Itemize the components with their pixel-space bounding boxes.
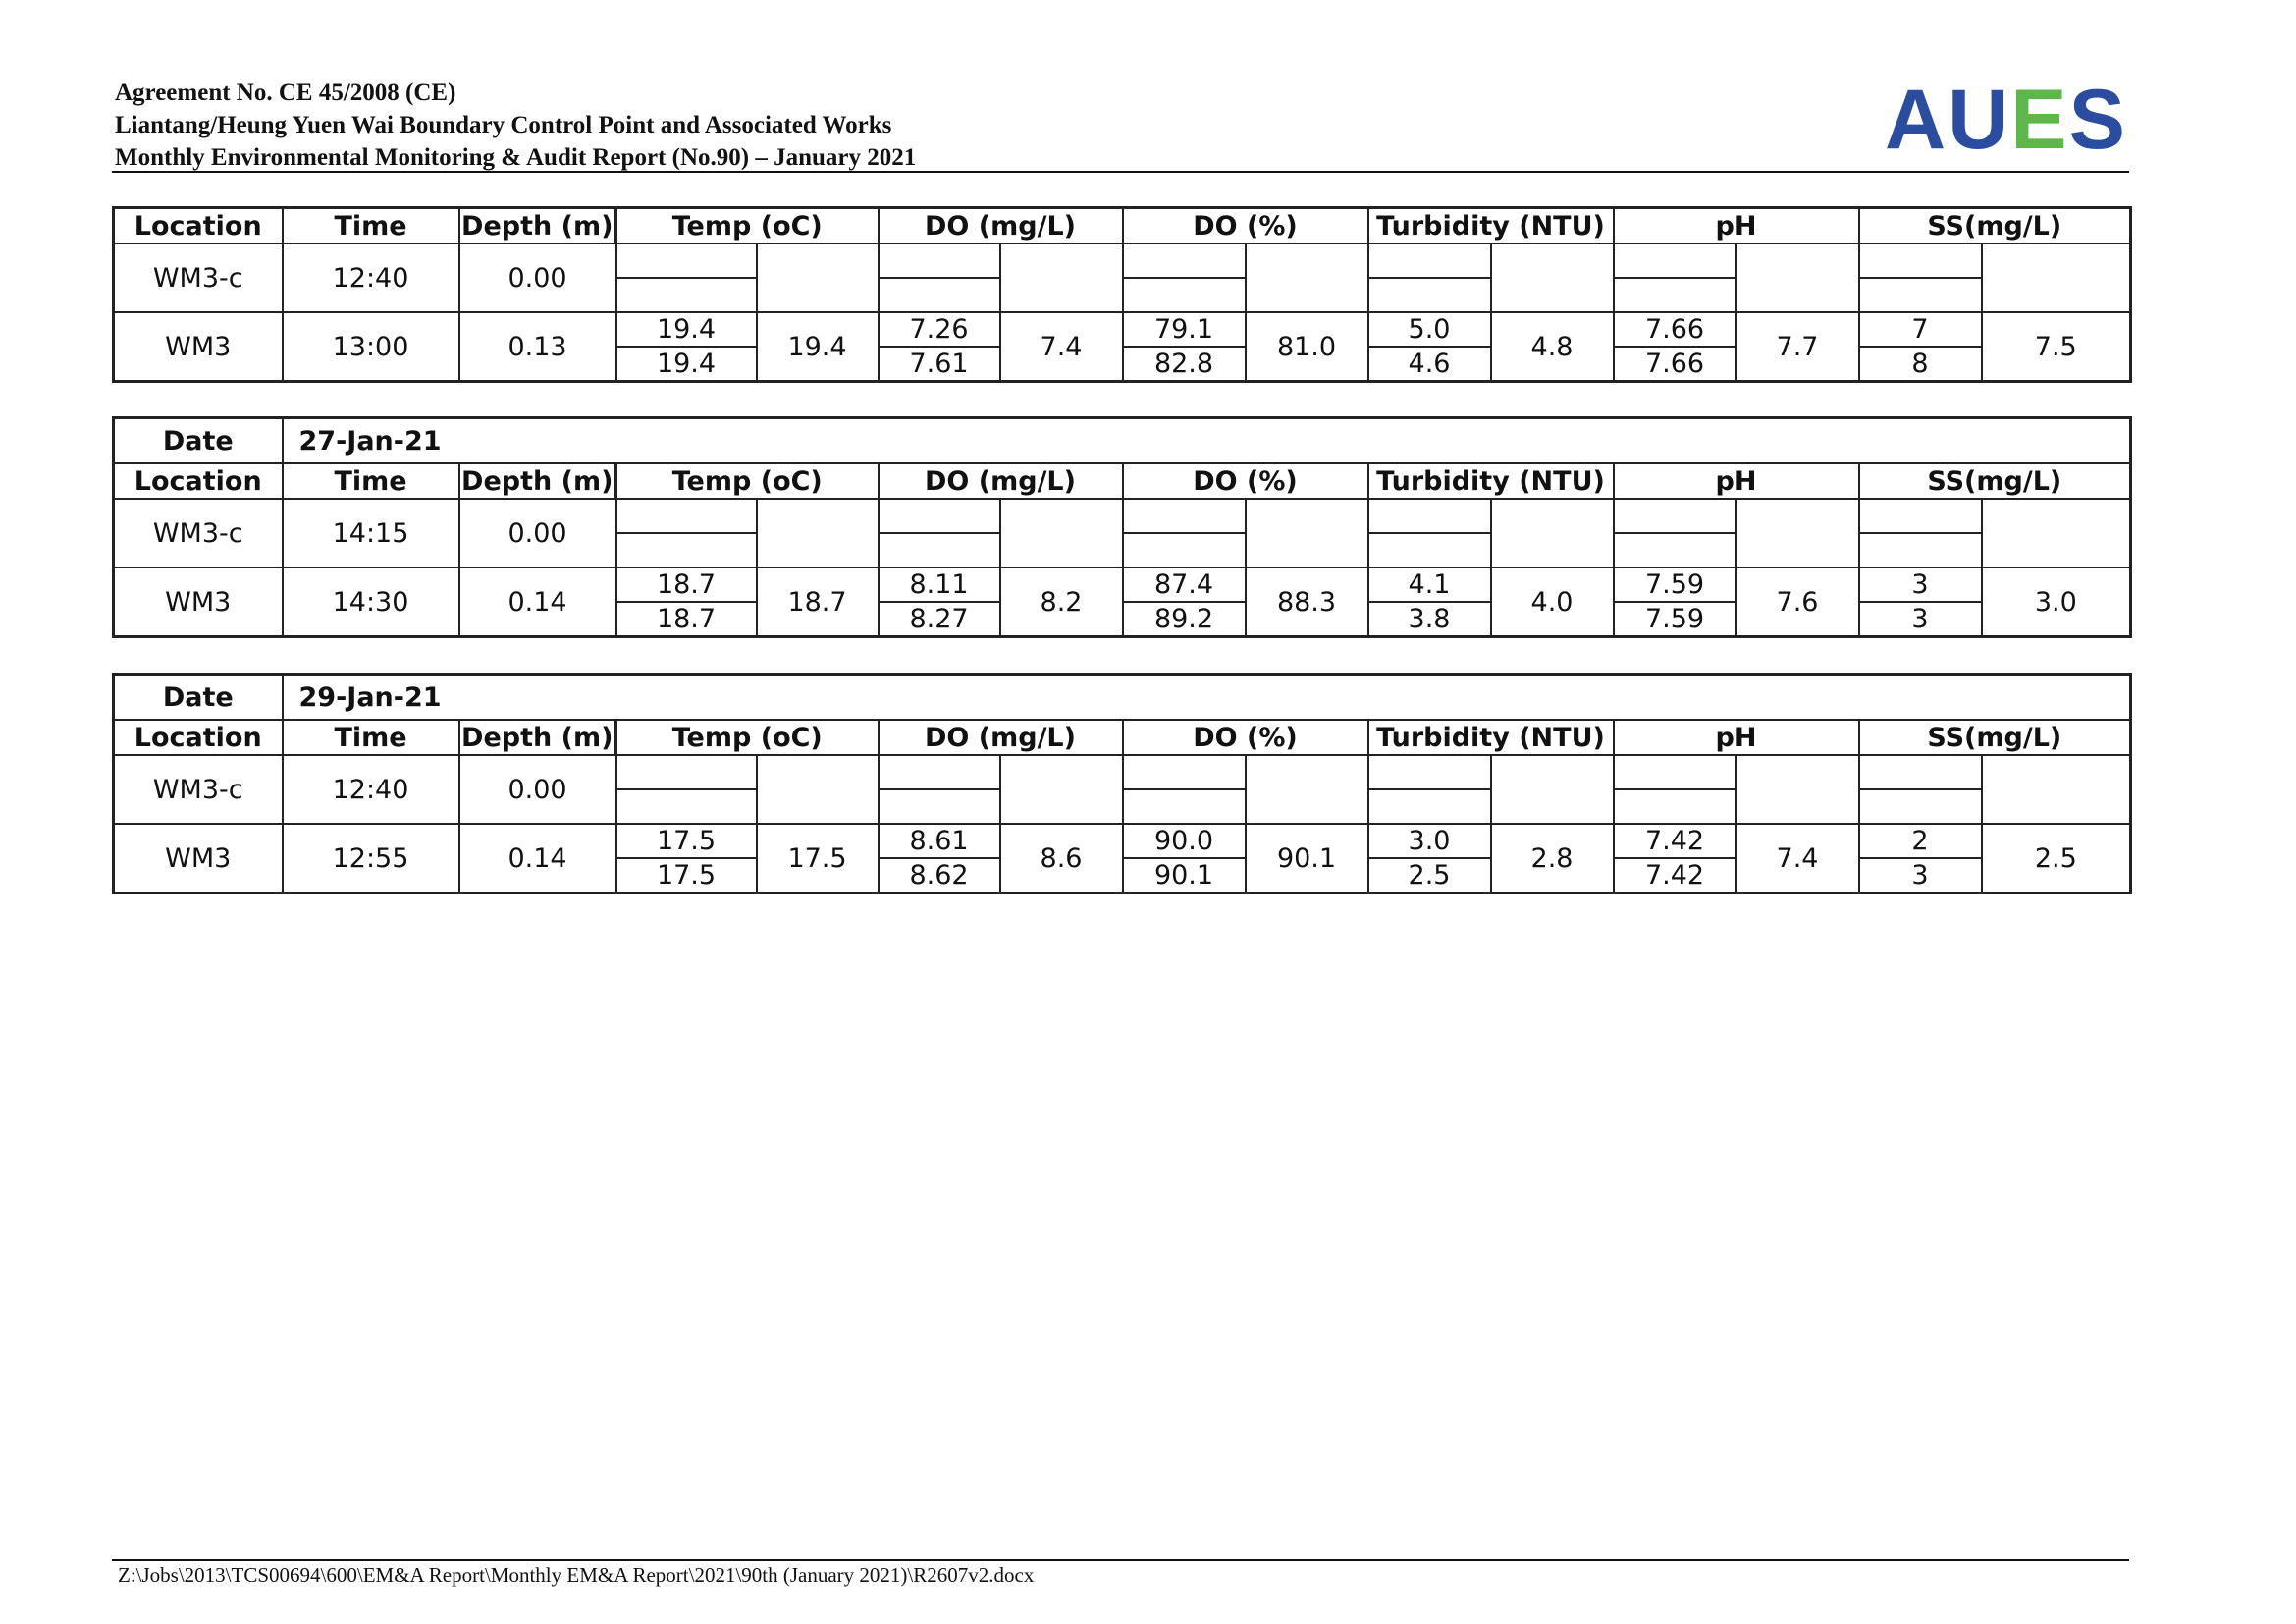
ss-average <box>1982 499 2131 568</box>
monitoring-table-block-3 <box>112 673 2129 894</box>
control-station-row <box>114 499 2131 533</box>
ph-reading-1: 7.42 <box>1614 824 1736 858</box>
turbidity-reading-2: 3.8 <box>1368 602 1491 637</box>
do-pct-reading-2 <box>1123 278 1246 312</box>
impact-station-row <box>114 824 2131 858</box>
do-pct-reading-2: 89.2 <box>1123 602 1246 637</box>
do-mgl-reading-1: 7.26 <box>879 312 1000 347</box>
do-pct-reading-2: 90.1 <box>1123 858 1246 893</box>
date-row <box>114 675 2131 721</box>
header-temp: Temp (oC) <box>616 463 879 499</box>
header-divider <box>112 171 2129 173</box>
header-location: Location <box>114 463 283 499</box>
water-quality-table <box>112 673 2132 894</box>
monitoring-table-block-1 <box>112 206 2129 383</box>
turbidity-reading-1 <box>1368 244 1491 278</box>
turbidity-reading-1 <box>1368 499 1491 533</box>
header-ss: SS(mg/L) <box>1859 720 2131 755</box>
do-pct-average: 90.1 <box>1246 824 1368 893</box>
do-pct-average: 81.0 <box>1246 312 1368 382</box>
ss-average: 2.5 <box>1982 824 2131 893</box>
ss-reading-2 <box>1859 278 1982 312</box>
ss-average: 7.5 <box>1982 312 2131 382</box>
depth-cell: 0.14 <box>459 824 616 893</box>
ph-average <box>1736 755 1859 824</box>
turbidity-reading-2 <box>1368 789 1491 824</box>
do-pct-reading-2 <box>1123 533 1246 568</box>
ph-reading-2: 7.66 <box>1614 347 1736 382</box>
ss-average: 3.0 <box>1982 568 2131 637</box>
file-path-footer: Z:\Jobs\2013\TCS00694\600\EM&A Report\Monthly EM&A Report\2021\90th (January 2021)\R2607v2.docx <box>118 1563 1035 1587</box>
temp-reading-1: 19.4 <box>616 312 757 347</box>
date-value: 29-Jan-21 <box>283 675 2131 721</box>
ph-reading-2: 7.59 <box>1614 602 1736 637</box>
do-mgl-reading-2: 8.62 <box>879 858 1000 893</box>
depth-cell: 0.00 <box>459 244 616 312</box>
turbidity-reading-2 <box>1368 533 1491 568</box>
turbidity-reading-2: 4.6 <box>1368 347 1491 382</box>
temp-reading-2: 18.7 <box>616 602 757 637</box>
control-station-row <box>114 244 2131 278</box>
ph-reading-1 <box>1614 499 1736 533</box>
ph-reading-1 <box>1614 755 1736 789</box>
header-ph: pH <box>1614 208 1859 244</box>
do-pct-reading-2 <box>1123 789 1246 824</box>
ss-reading-1 <box>1859 499 1982 533</box>
do-pct-average <box>1246 499 1368 568</box>
date-value: 27-Jan-21 <box>283 418 2131 464</box>
turbidity-reading-2: 2.5 <box>1368 858 1491 893</box>
ph-reading-2: 7.42 <box>1614 858 1736 893</box>
do-mgl-reading-1 <box>879 755 1000 789</box>
ss-reading-1: 2 <box>1859 824 1982 858</box>
do-mgl-reading-2: 7.61 <box>879 347 1000 382</box>
footer-divider <box>112 1559 2129 1561</box>
header-depth: Depth (m) <box>459 463 616 499</box>
do-mgl-average: 7.4 <box>1000 312 1123 382</box>
depth-cell: 0.14 <box>459 568 616 637</box>
temp-reading-1 <box>616 244 757 278</box>
do-pct-reading-1 <box>1123 244 1246 278</box>
control-station-row <box>114 755 2131 789</box>
header-time: Time <box>283 208 459 244</box>
temp-reading-2 <box>616 533 757 568</box>
temp-reading-2: 19.4 <box>616 347 757 382</box>
ss-average <box>1982 244 2131 312</box>
ph-reading-1: 7.59 <box>1614 568 1736 602</box>
do-mgl-reading-1 <box>879 244 1000 278</box>
depth-cell: 0.00 <box>459 755 616 824</box>
do-pct-reading-2: 82.8 <box>1123 347 1246 382</box>
time-cell: 12:55 <box>283 824 459 893</box>
do-pct-reading-1 <box>1123 499 1246 533</box>
do-pct-reading-1: 87.4 <box>1123 568 1246 602</box>
header-do-pct: DO (%) <box>1123 463 1368 499</box>
do-mgl-average <box>1000 499 1123 568</box>
location-cell: WM3-c <box>114 244 283 312</box>
ss-reading-2: 3 <box>1859 858 1982 893</box>
ss-reading-2: 8 <box>1859 347 1982 382</box>
header-location: Location <box>114 720 283 755</box>
report-title-line: Monthly Environmental Monitoring & Audit Report (No.90) – January 2021 <box>115 144 917 171</box>
turbidity-average: 2.8 <box>1491 824 1614 893</box>
do-mgl-reading-2 <box>879 789 1000 824</box>
ph-average: 7.6 <box>1736 568 1859 637</box>
time-cell: 12:40 <box>283 244 459 312</box>
location-cell: WM3 <box>114 312 283 382</box>
time-cell: 13:00 <box>283 312 459 382</box>
ph-reading-2 <box>1614 789 1736 824</box>
time-cell: 14:15 <box>283 499 459 568</box>
ph-average: 7.4 <box>1736 824 1859 893</box>
header-do-pct: DO (%) <box>1123 208 1368 244</box>
ph-reading-2 <box>1614 533 1736 568</box>
header-ph: pH <box>1614 720 1859 755</box>
header-ss: SS(mg/L) <box>1859 208 2131 244</box>
do-pct-reading-1: 90.0 <box>1123 824 1246 858</box>
ss-reading-2 <box>1859 789 1982 824</box>
temp-reading-2 <box>616 278 757 312</box>
header-time: Time <box>283 463 459 499</box>
ss-reading-2 <box>1859 533 1982 568</box>
temp-average: 18.7 <box>757 568 879 637</box>
column-header-row <box>114 463 2131 499</box>
header-ss: SS(mg/L) <box>1859 463 2131 499</box>
temp-reading-2 <box>616 789 757 824</box>
header-turbidity: Turbidity (NTU) <box>1368 208 1614 244</box>
ph-reading-1: 7.66 <box>1614 312 1736 347</box>
turbidity-average <box>1491 499 1614 568</box>
do-pct-average <box>1246 244 1368 312</box>
temp-average <box>757 755 879 824</box>
ph-reading-1 <box>1614 244 1736 278</box>
do-mgl-reading-2 <box>879 278 1000 312</box>
date-label: Date <box>114 675 283 721</box>
time-cell: 12:40 <box>283 755 459 824</box>
impact-station-row <box>114 312 2131 347</box>
temp-reading-1: 17.5 <box>616 824 757 858</box>
do-pct-average: 88.3 <box>1246 568 1368 637</box>
date-label: Date <box>114 418 283 464</box>
header-do-mgl: DO (mg/L) <box>879 720 1123 755</box>
monitoring-table-block-2 <box>112 416 2129 638</box>
turbidity-reading-1: 3.0 <box>1368 824 1491 858</box>
do-mgl-reading-2: 8.27 <box>879 602 1000 637</box>
ph-reading-2 <box>1614 278 1736 312</box>
header-turbidity: Turbidity (NTU) <box>1368 463 1614 499</box>
turbidity-average <box>1491 244 1614 312</box>
temp-reading-1 <box>616 755 757 789</box>
header-ph: pH <box>1614 463 1859 499</box>
header-turbidity: Turbidity (NTU) <box>1368 720 1614 755</box>
aues-logo: AUES <box>1885 73 2127 167</box>
agreement-line: Agreement No. CE 45/2008 (CE) <box>115 80 456 106</box>
ph-average: 7.7 <box>1736 312 1859 382</box>
turbidity-average: 4.8 <box>1491 312 1614 382</box>
ss-reading-1: 7 <box>1859 312 1982 347</box>
time-cell: 14:30 <box>283 568 459 637</box>
header-depth: Depth (m) <box>459 208 616 244</box>
water-quality-table <box>112 416 2132 638</box>
temp-average: 19.4 <box>757 312 879 382</box>
temp-reading-2: 17.5 <box>616 858 757 893</box>
location-cell: WM3 <box>114 568 283 637</box>
location-cell: WM3-c <box>114 499 283 568</box>
turbidity-average: 4.0 <box>1491 568 1614 637</box>
do-mgl-average: 8.2 <box>1000 568 1123 637</box>
ss-average <box>1982 755 2131 824</box>
project-title-line: Liantang/Heung Yuen Wai Boundary Control Point and Associated Works <box>115 112 892 138</box>
turbidity-reading-1 <box>1368 755 1491 789</box>
ph-average <box>1736 244 1859 312</box>
temp-reading-1: 18.7 <box>616 568 757 602</box>
do-mgl-reading-1: 8.11 <box>879 568 1000 602</box>
do-mgl-average: 8.6 <box>1000 824 1123 893</box>
do-mgl-reading-1 <box>879 499 1000 533</box>
do-mgl-average <box>1000 755 1123 824</box>
header-temp: Temp (oC) <box>616 720 879 755</box>
ss-reading-1 <box>1859 244 1982 278</box>
header-time: Time <box>283 720 459 755</box>
header-temp: Temp (oC) <box>616 208 879 244</box>
ss-reading-2: 3 <box>1859 602 1982 637</box>
turbidity-average <box>1491 755 1614 824</box>
temp-average <box>757 244 879 312</box>
turbidity-reading-1: 4.1 <box>1368 568 1491 602</box>
location-cell: WM3 <box>114 824 283 893</box>
depth-cell: 0.13 <box>459 312 616 382</box>
ss-reading-1: 3 <box>1859 568 1982 602</box>
do-pct-reading-1: 79.1 <box>1123 312 1246 347</box>
turbidity-reading-1: 5.0 <box>1368 312 1491 347</box>
date-row <box>114 418 2131 464</box>
turbidity-reading-2 <box>1368 278 1491 312</box>
column-header-row <box>114 208 2131 244</box>
depth-cell: 0.00 <box>459 499 616 568</box>
location-cell: WM3-c <box>114 755 283 824</box>
do-mgl-reading-2 <box>879 533 1000 568</box>
do-mgl-reading-1: 8.61 <box>879 824 1000 858</box>
temp-average <box>757 499 879 568</box>
temp-average: 17.5 <box>757 824 879 893</box>
do-pct-reading-1 <box>1123 755 1246 789</box>
do-pct-average <box>1246 755 1368 824</box>
header-do-mgl: DO (mg/L) <box>879 463 1123 499</box>
temp-reading-1 <box>616 499 757 533</box>
header-do-pct: DO (%) <box>1123 720 1368 755</box>
header-do-mgl: DO (mg/L) <box>879 208 1123 244</box>
water-quality-table <box>112 206 2132 383</box>
column-header-row <box>114 720 2131 755</box>
impact-station-row <box>114 568 2131 602</box>
do-mgl-average <box>1000 244 1123 312</box>
ph-average <box>1736 499 1859 568</box>
ss-reading-1 <box>1859 755 1982 789</box>
header-location: Location <box>114 208 283 244</box>
header-depth: Depth (m) <box>459 720 616 755</box>
document-header <box>115 77 916 174</box>
